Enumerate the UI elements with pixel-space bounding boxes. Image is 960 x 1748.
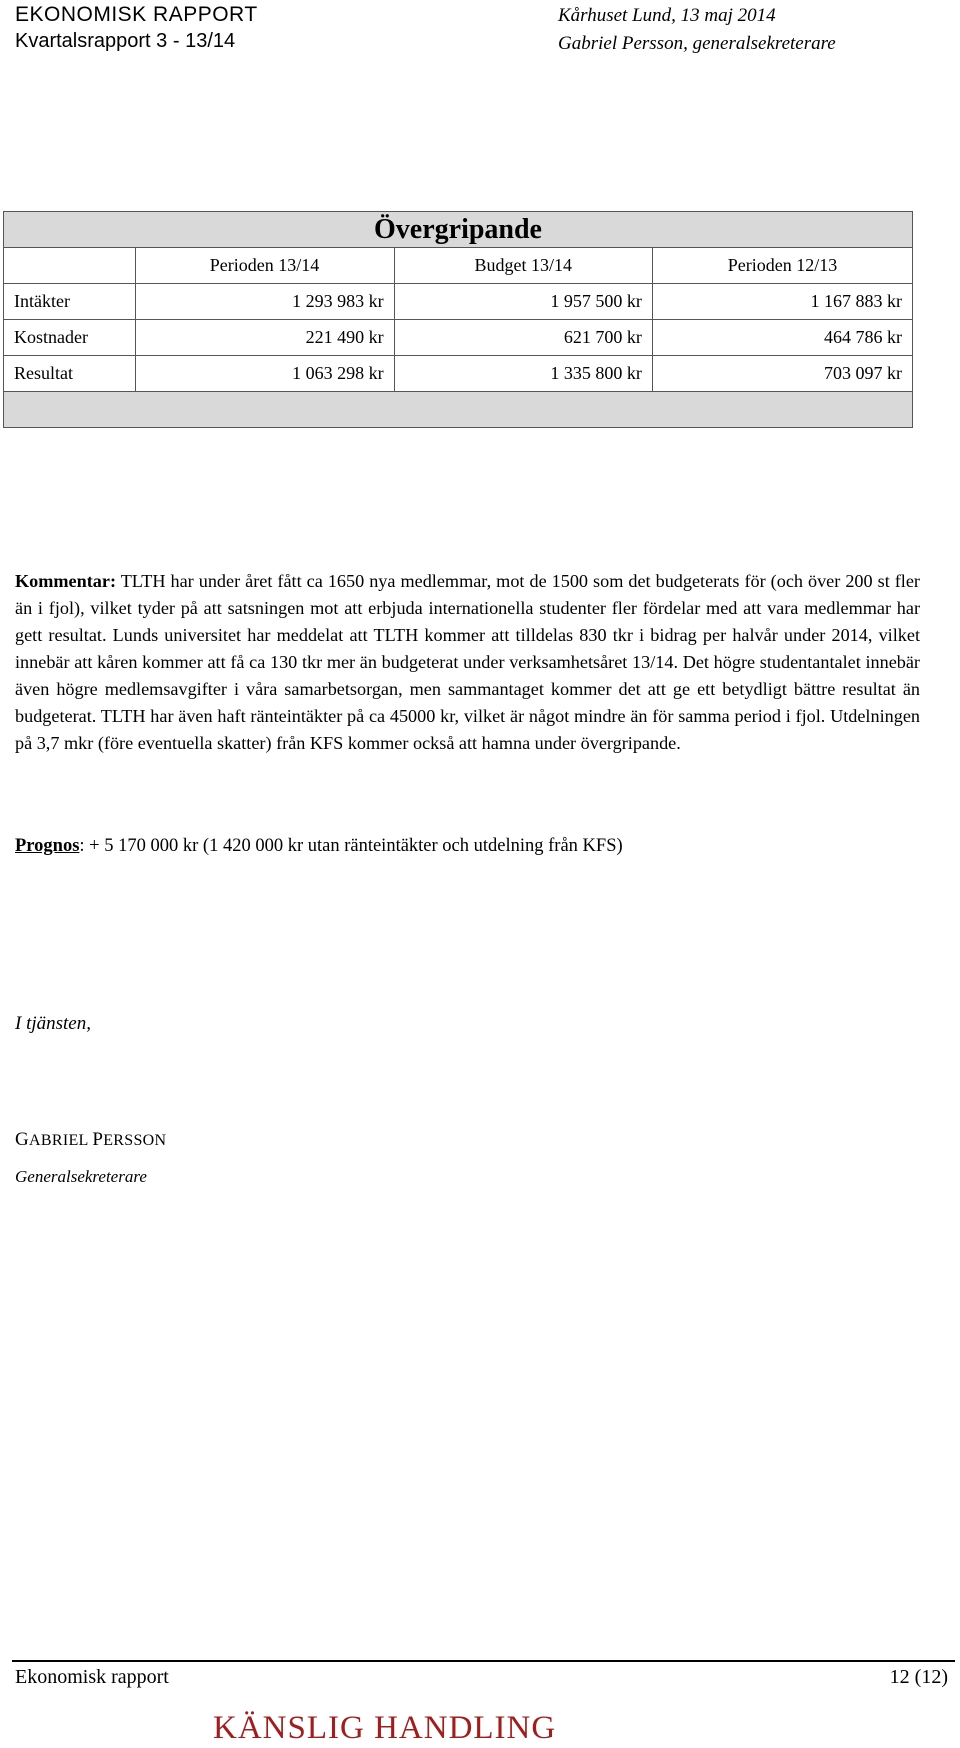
- header-right: [558, 2, 836, 58]
- table-cell: 1 293 983 kr: [135, 284, 394, 320]
- table-row: [4, 320, 913, 356]
- table-row: [4, 284, 913, 320]
- header-left: [15, 2, 258, 54]
- confidential-stamp: KÄNSLIG HANDLING: [213, 1710, 557, 1746]
- table-header-row: [4, 248, 913, 284]
- report-title: EKONOMISK RAPPORT: [15, 3, 258, 26]
- column-header: Budget 13/14: [394, 248, 652, 284]
- signature-role: Generalsekreterare: [15, 1167, 147, 1186]
- footer-divider: [12, 1660, 955, 1662]
- comment-text: TLTH har under året fått ca 1650 nya medlemmar, mot de 1500 som det budgeterats för (och över 200 st fler än i fjol), vilket tyder på att satsningen mot att erbjuda internationella studenter fler fördelar med att vara medlemmar har gett resultat. Lunds universitet har meddelat att TLTH kommer att tilldelas 830 tkr i bidrag per halvår under 2014, vilket innebär att kåren kommer att få ca 130 tkr mer än budgeterat under verksamhetsåret 13/14. Det högre studentantalet innebär även högre medlemsavgifter i våra samarbetsorgan, men sammantaget kommer det att ge ett betydligt bättre resultat än budgeterat. TLTH har även haft ränteintäkter på ca 45000 kr, vilket är något mindre än för samma period i fjol. Utdelningen på 3,7 mkr (före eventuella skatter) från KFS kommer också att hamna under övergripande.: [15, 571, 920, 753]
- table-footer-cell: [4, 392, 913, 428]
- table-cell: 1 335 800 kr: [394, 356, 652, 392]
- prognos-line: [15, 833, 623, 859]
- column-header: [4, 248, 136, 284]
- table-cell: 1 957 500 kr: [394, 284, 652, 320]
- comment-label: Kommentar:: [15, 571, 117, 591]
- place-date: Kårhuset Lund, 13 maj 2014: [558, 5, 776, 26]
- row-label: Kostnader: [4, 320, 136, 356]
- report-subtitle: Kvartalsrapport 3 - 13/14: [15, 30, 236, 52]
- prognos-label: Prognos: [15, 836, 80, 856]
- column-header: Perioden 12/13: [652, 248, 912, 284]
- footer-title: Ekonomisk rapport: [15, 1666, 169, 1688]
- signature-name: GABRIEL PERSSON: [15, 1129, 167, 1150]
- comment-paragraph: [15, 568, 920, 757]
- author: Gabriel Persson, generalsekreterare: [558, 33, 836, 54]
- table-footer-row: [4, 392, 913, 428]
- row-label: Intäkter: [4, 284, 136, 320]
- financial-table: [3, 211, 913, 428]
- table-cell: 1 167 883 kr: [652, 284, 912, 320]
- table-row: [4, 356, 913, 392]
- table-cell: 1 063 298 kr: [135, 356, 394, 392]
- row-label: Resultat: [4, 356, 136, 392]
- table-title: Övergripande: [4, 212, 913, 248]
- page-number: 12 (12): [889, 1666, 948, 1688]
- table-cell: 464 786 kr: [652, 320, 912, 356]
- closing: I tjänsten,: [15, 1013, 91, 1034]
- table-cell: 621 700 kr: [394, 320, 652, 356]
- table-cell: 703 097 kr: [652, 356, 912, 392]
- prognos-text: : + 5 170 000 kr (1 420 000 kr utan ränteintäkter och utdelning från KFS): [79, 836, 623, 856]
- column-header: Perioden 13/14: [135, 248, 394, 284]
- table-title-row: [4, 212, 913, 248]
- table-cell: 221 490 kr: [135, 320, 394, 356]
